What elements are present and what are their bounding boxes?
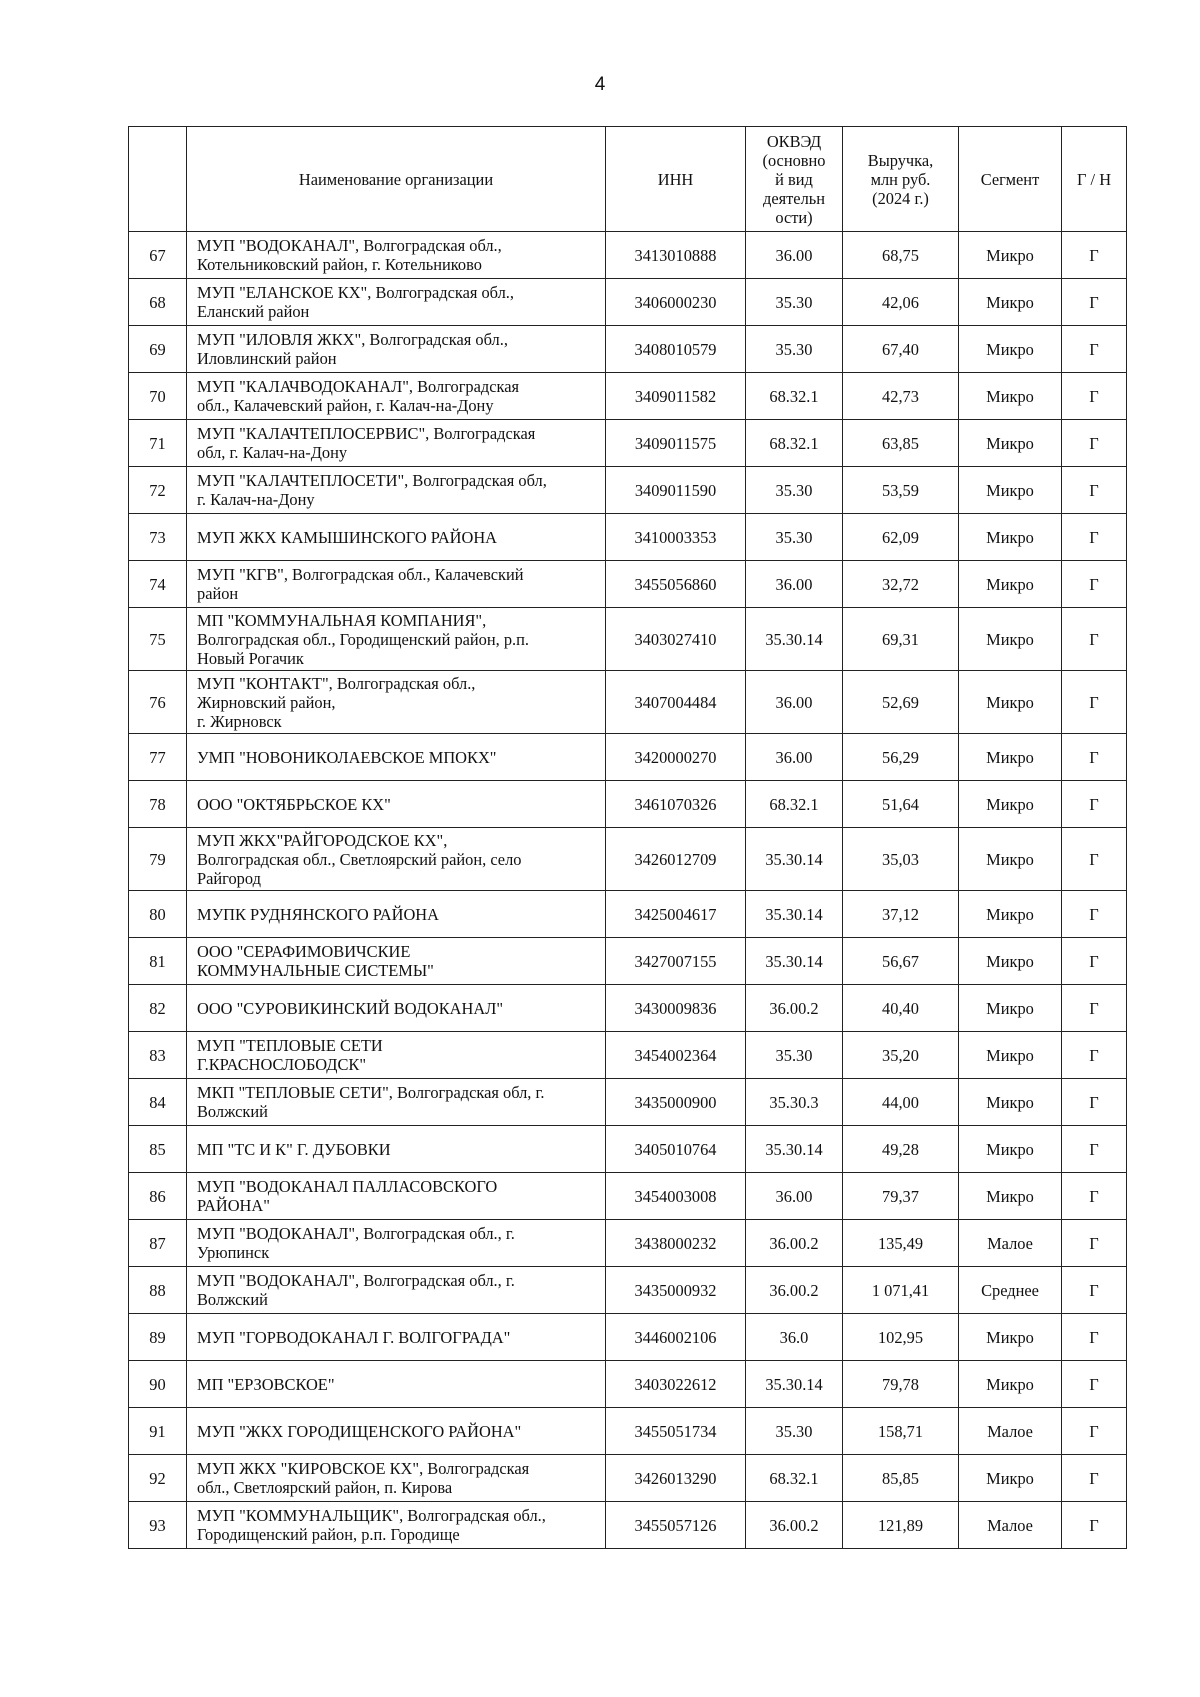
gn-cell: Г xyxy=(1062,938,1127,985)
organization-name-cell: МУП "ЕЛАНСКОЕ КХ", Волгоградская обл., Еланский район xyxy=(187,279,606,326)
gn-cell: Г xyxy=(1062,279,1127,326)
gn-cell: Г xyxy=(1062,514,1127,561)
revenue-cell: 135,49 xyxy=(843,1220,959,1267)
organization-name-cell: МУП "КОНТАКТ", Волгоградская обл., Жирновский район, г. Жирновск xyxy=(187,671,606,734)
row-number-cell: 92 xyxy=(129,1455,187,1502)
revenue-cell: 56,29 xyxy=(843,734,959,781)
inn-cell: 3407004484 xyxy=(606,671,746,734)
inn-cell: 3454002364 xyxy=(606,1032,746,1079)
gn-cell: Г xyxy=(1062,373,1127,420)
segment-cell: Микро xyxy=(959,326,1062,373)
row-number-cell: 88 xyxy=(129,1267,187,1314)
inn-cell: 3455056860 xyxy=(606,561,746,608)
okved-cell: 36.0 xyxy=(746,1314,843,1361)
page-number: 4 xyxy=(594,74,606,95)
revenue-cell: 1 071,41 xyxy=(843,1267,959,1314)
table-row xyxy=(129,1220,1127,1267)
okved-cell: 35.30.14 xyxy=(746,1361,843,1408)
gn-cell: Г xyxy=(1062,1173,1127,1220)
table-row xyxy=(129,1408,1127,1455)
segment-cell: Микро xyxy=(959,671,1062,734)
segment-cell: Микро xyxy=(959,608,1062,671)
inn-cell: 3430009836 xyxy=(606,985,746,1032)
revenue-cell: 35,03 xyxy=(843,828,959,891)
organization-name-cell: МУПК РУДНЯНСКОГО РАЙОНА xyxy=(187,891,606,938)
revenue-cell: 44,00 xyxy=(843,1079,959,1126)
table-header-row xyxy=(129,127,1127,232)
inn-cell: 3409011575 xyxy=(606,420,746,467)
table-row xyxy=(129,1314,1127,1361)
organization-name-cell: МУП "ВОДОКАНАЛ", Волгоградская обл., г. Урюпинск xyxy=(187,1220,606,1267)
segment-cell: Микро xyxy=(959,781,1062,828)
segment-cell: Микро xyxy=(959,561,1062,608)
organization-name-cell: МУП ЖКХ КАМЫШИНСКОГО РАЙОНА xyxy=(187,514,606,561)
okved-cell: 35.30 xyxy=(746,467,843,514)
inn-cell: 3426013290 xyxy=(606,1455,746,1502)
inn-cell: 3409011582 xyxy=(606,373,746,420)
okved-cell: 36.00.2 xyxy=(746,1502,843,1549)
table-row xyxy=(129,891,1127,938)
gn-cell: Г xyxy=(1062,1126,1127,1173)
organization-name-cell: ООО "СУРОВИКИНСКИЙ ВОДОКАНАЛ" xyxy=(187,985,606,1032)
gn-cell: Г xyxy=(1062,420,1127,467)
organization-name-cell: МП "КОММУНАЛЬНАЯ КОМПАНИЯ", Волгоградская обл., Городищенский район, р.п. Новый Рогачик xyxy=(187,608,606,671)
organization-name-cell: МУП "ЖКХ ГОРОДИЩЕНСКОГО РАЙОНА" xyxy=(187,1408,606,1455)
gn-cell: Г xyxy=(1062,467,1127,514)
okved-cell: 36.00.2 xyxy=(746,985,843,1032)
okved-cell: 35.30.14 xyxy=(746,938,843,985)
okved-cell: 35.30 xyxy=(746,1408,843,1455)
organization-name-cell: МУП "ТЕПЛОВЫЕ СЕТИ Г.КРАСНОСЛОБОДСК" xyxy=(187,1032,606,1079)
row-number-cell: 87 xyxy=(129,1220,187,1267)
row-number-cell: 83 xyxy=(129,1032,187,1079)
row-number-cell: 68 xyxy=(129,279,187,326)
inn-cell: 3413010888 xyxy=(606,232,746,279)
table-row xyxy=(129,608,1127,671)
inn-cell: 3403022612 xyxy=(606,1361,746,1408)
revenue-cell: 35,20 xyxy=(843,1032,959,1079)
gn-cell: Г xyxy=(1062,734,1127,781)
inn-cell: 3435000900 xyxy=(606,1079,746,1126)
segment-cell: Микро xyxy=(959,985,1062,1032)
table-row xyxy=(129,232,1127,279)
segment-cell: Микро xyxy=(959,1126,1062,1173)
segment-cell: Среднее xyxy=(959,1267,1062,1314)
row-number-cell: 80 xyxy=(129,891,187,938)
inn-cell: 3446002106 xyxy=(606,1314,746,1361)
segment-cell: Микро xyxy=(959,467,1062,514)
row-number-cell: 75 xyxy=(129,608,187,671)
segment-cell: Микро xyxy=(959,1079,1062,1126)
inn-cell: 3426012709 xyxy=(606,828,746,891)
revenue-cell: 67,40 xyxy=(843,326,959,373)
revenue-cell: 52,69 xyxy=(843,671,959,734)
table-row xyxy=(129,1079,1127,1126)
segment-cell: Малое xyxy=(959,1408,1062,1455)
table-row xyxy=(129,1267,1127,1314)
inn-cell: 3455051734 xyxy=(606,1408,746,1455)
gn-cell: Г xyxy=(1062,828,1127,891)
okved-cell: 68.32.1 xyxy=(746,781,843,828)
table-row xyxy=(129,326,1127,373)
revenue-cell: 63,85 xyxy=(843,420,959,467)
organization-name-cell: МП "ЕРЗОВСКОЕ" xyxy=(187,1361,606,1408)
okved-cell: 36.00 xyxy=(746,232,843,279)
organization-name-cell: МУП "ИЛОВЛЯ ЖКХ", Волгоградская обл., Иловлинский район xyxy=(187,326,606,373)
row-number-cell: 67 xyxy=(129,232,187,279)
row-number-cell: 79 xyxy=(129,828,187,891)
header-gn: Г / Н xyxy=(1062,127,1127,232)
inn-cell: 3420000270 xyxy=(606,734,746,781)
table-row xyxy=(129,1126,1127,1173)
table-row xyxy=(129,467,1127,514)
segment-cell: Малое xyxy=(959,1220,1062,1267)
segment-cell: Микро xyxy=(959,373,1062,420)
inn-cell: 3409011590 xyxy=(606,467,746,514)
row-number-cell: 90 xyxy=(129,1361,187,1408)
organization-name-cell: МУП ЖКХ "КИРОВСКОЕ КХ", Волгоградская обл., Светлоярский район, п. Кирова xyxy=(187,1455,606,1502)
row-number-cell: 86 xyxy=(129,1173,187,1220)
gn-cell: Г xyxy=(1062,1314,1127,1361)
table-row xyxy=(129,1032,1127,1079)
row-number-cell: 69 xyxy=(129,326,187,373)
table-row xyxy=(129,781,1127,828)
revenue-cell: 56,67 xyxy=(843,938,959,985)
revenue-cell: 79,78 xyxy=(843,1361,959,1408)
inn-cell: 3410003353 xyxy=(606,514,746,561)
table-row xyxy=(129,1361,1127,1408)
table-row xyxy=(129,420,1127,467)
organization-name-cell: ООО "СЕРАФИМОВИЧСКИЕ КОММУНАЛЬНЫЕ СИСТЕМЫ" xyxy=(187,938,606,985)
okved-cell: 35.30 xyxy=(746,1032,843,1079)
inn-cell: 3454003008 xyxy=(606,1173,746,1220)
revenue-cell: 49,28 xyxy=(843,1126,959,1173)
segment-cell: Микро xyxy=(959,1032,1062,1079)
organization-name-cell: ООО "ОКТЯБРЬСКОЕ КХ" xyxy=(187,781,606,828)
revenue-cell: 69,31 xyxy=(843,608,959,671)
okved-cell: 36.00.2 xyxy=(746,1267,843,1314)
revenue-cell: 51,64 xyxy=(843,781,959,828)
gn-cell: Г xyxy=(1062,1361,1127,1408)
okved-cell: 68.32.1 xyxy=(746,1455,843,1502)
gn-cell: Г xyxy=(1062,326,1127,373)
okved-cell: 36.00.2 xyxy=(746,1220,843,1267)
okved-cell: 68.32.1 xyxy=(746,420,843,467)
header-num xyxy=(129,127,187,232)
table-row xyxy=(129,1502,1127,1549)
row-number-cell: 71 xyxy=(129,420,187,467)
organization-name-cell: МУП "ВОДОКАНАЛ", Волгоградская обл., Котельниковский район, г. Котельниково xyxy=(187,232,606,279)
table-row xyxy=(129,1455,1127,1502)
gn-cell: Г xyxy=(1062,985,1127,1032)
segment-cell: Микро xyxy=(959,1173,1062,1220)
gn-cell: Г xyxy=(1062,1220,1127,1267)
revenue-cell: 85,85 xyxy=(843,1455,959,1502)
okved-cell: 35.30.14 xyxy=(746,608,843,671)
row-number-cell: 93 xyxy=(129,1502,187,1549)
row-number-cell: 76 xyxy=(129,671,187,734)
inn-cell: 3438000232 xyxy=(606,1220,746,1267)
header-segment: Сегмент xyxy=(959,127,1062,232)
header-okved: ОКВЭД (основно й вид деятельн ости) xyxy=(746,127,843,232)
segment-cell: Микро xyxy=(959,279,1062,326)
revenue-cell: 62,09 xyxy=(843,514,959,561)
organization-name-cell: УМП "НОВОНИКОЛАЕВСКОЕ МПОКХ" xyxy=(187,734,606,781)
okved-cell: 36.00 xyxy=(746,561,843,608)
okved-cell: 35.30.14 xyxy=(746,1126,843,1173)
table-row xyxy=(129,938,1127,985)
revenue-cell: 37,12 xyxy=(843,891,959,938)
okved-cell: 36.00 xyxy=(746,671,843,734)
okved-cell: 35.30 xyxy=(746,326,843,373)
gn-cell: Г xyxy=(1062,1032,1127,1079)
okved-cell: 35.30 xyxy=(746,514,843,561)
organization-name-cell: МУП "ГОРВОДОКАНАЛ Г. ВОЛГОГРАДА" xyxy=(187,1314,606,1361)
organization-name-cell: МП "ТС И К" Г. ДУБОВКИ xyxy=(187,1126,606,1173)
gn-cell: Г xyxy=(1062,1408,1127,1455)
row-number-cell: 73 xyxy=(129,514,187,561)
inn-cell: 3461070326 xyxy=(606,781,746,828)
organization-name-cell: МУП "КАЛАЧВОДОКАНАЛ", Волгоградская обл., Калачевский район, г. Калач-на-Дону xyxy=(187,373,606,420)
gn-cell: Г xyxy=(1062,1267,1127,1314)
table-row xyxy=(129,561,1127,608)
gn-cell: Г xyxy=(1062,781,1127,828)
okved-cell: 68.32.1 xyxy=(746,373,843,420)
gn-cell: Г xyxy=(1062,891,1127,938)
gn-cell: Г xyxy=(1062,1455,1127,1502)
segment-cell: Микро xyxy=(959,1455,1062,1502)
row-number-cell: 85 xyxy=(129,1126,187,1173)
revenue-cell: 42,73 xyxy=(843,373,959,420)
gn-cell: Г xyxy=(1062,561,1127,608)
revenue-cell: 53,59 xyxy=(843,467,959,514)
segment-cell: Микро xyxy=(959,1314,1062,1361)
row-number-cell: 74 xyxy=(129,561,187,608)
organizations-table xyxy=(128,126,1127,1549)
inn-cell: 3435000932 xyxy=(606,1267,746,1314)
inn-cell: 3408010579 xyxy=(606,326,746,373)
row-number-cell: 89 xyxy=(129,1314,187,1361)
table-row xyxy=(129,671,1127,734)
gn-cell: Г xyxy=(1062,1502,1127,1549)
revenue-cell: 40,40 xyxy=(843,985,959,1032)
organization-name-cell: МУП "КАЛАЧТЕПЛОСЕРВИС", Волгоградская обл, г. Калач-на-Дону xyxy=(187,420,606,467)
okved-cell: 35.30 xyxy=(746,279,843,326)
organization-name-cell: МУП "КОММУНАЛЬЩИК", Волгоградская обл., Городищенский район, р.п. Городище xyxy=(187,1502,606,1549)
gn-cell: Г xyxy=(1062,232,1127,279)
header-inn: ИНН xyxy=(606,127,746,232)
revenue-cell: 32,72 xyxy=(843,561,959,608)
header-revenue: Выручка, млн руб. (2024 г.) xyxy=(843,127,959,232)
table-body xyxy=(129,232,1127,1549)
organization-name-cell: МУП "КГВ", Волгоградская обл., Калачевский район xyxy=(187,561,606,608)
okved-cell: 35.30.14 xyxy=(746,891,843,938)
table-row xyxy=(129,279,1127,326)
row-number-cell: 72 xyxy=(129,467,187,514)
row-number-cell: 78 xyxy=(129,781,187,828)
inn-cell: 3406000230 xyxy=(606,279,746,326)
row-number-cell: 91 xyxy=(129,1408,187,1455)
organization-name-cell: МКП "ТЕПЛОВЫЕ СЕТИ", Волгоградская обл, г. Волжский xyxy=(187,1079,606,1126)
okved-cell: 35.30.14 xyxy=(746,828,843,891)
table-row xyxy=(129,985,1127,1032)
revenue-cell: 79,37 xyxy=(843,1173,959,1220)
segment-cell: Микро xyxy=(959,938,1062,985)
inn-cell: 3403027410 xyxy=(606,608,746,671)
segment-cell: Микро xyxy=(959,828,1062,891)
inn-cell: 3425004617 xyxy=(606,891,746,938)
row-number-cell: 81 xyxy=(129,938,187,985)
segment-cell: Малое xyxy=(959,1502,1062,1549)
segment-cell: Микро xyxy=(959,232,1062,279)
table-row xyxy=(129,734,1127,781)
revenue-cell: 102,95 xyxy=(843,1314,959,1361)
table-row xyxy=(129,828,1127,891)
segment-cell: Микро xyxy=(959,1361,1062,1408)
row-number-cell: 84 xyxy=(129,1079,187,1126)
okved-cell: 35.30.3 xyxy=(746,1079,843,1126)
header-name: Наименование организации xyxy=(187,127,606,232)
okved-cell: 36.00 xyxy=(746,734,843,781)
gn-cell: Г xyxy=(1062,608,1127,671)
segment-cell: Микро xyxy=(959,734,1062,781)
organization-name-cell: МУП "ВОДОКАНАЛ ПАЛЛАСОВСКОГО РАЙОНА" xyxy=(187,1173,606,1220)
organization-name-cell: МУП "ВОДОКАНАЛ", Волгоградская обл., г. Волжский xyxy=(187,1267,606,1314)
revenue-cell: 121,89 xyxy=(843,1502,959,1549)
inn-cell: 3427007155 xyxy=(606,938,746,985)
row-number-cell: 77 xyxy=(129,734,187,781)
okved-cell: 36.00 xyxy=(746,1173,843,1220)
row-number-cell: 70 xyxy=(129,373,187,420)
segment-cell: Микро xyxy=(959,891,1062,938)
table-row xyxy=(129,1173,1127,1220)
revenue-cell: 158,71 xyxy=(843,1408,959,1455)
inn-cell: 3455057126 xyxy=(606,1502,746,1549)
organization-name-cell: МУП "КАЛАЧТЕПЛОСЕТИ", Волгоградская обл, г. Калач-на-Дону xyxy=(187,467,606,514)
segment-cell: Микро xyxy=(959,514,1062,561)
gn-cell: Г xyxy=(1062,671,1127,734)
inn-cell: 3405010764 xyxy=(606,1126,746,1173)
revenue-cell: 42,06 xyxy=(843,279,959,326)
table-row xyxy=(129,373,1127,420)
segment-cell: Микро xyxy=(959,420,1062,467)
table-row xyxy=(129,514,1127,561)
gn-cell: Г xyxy=(1062,1079,1127,1126)
organization-name-cell: МУП ЖКХ"РАЙГОРОДСКОЕ КХ", Волгоградская обл., Светлоярский район, село Райгород xyxy=(187,828,606,891)
row-number-cell: 82 xyxy=(129,985,187,1032)
revenue-cell: 68,75 xyxy=(843,232,959,279)
